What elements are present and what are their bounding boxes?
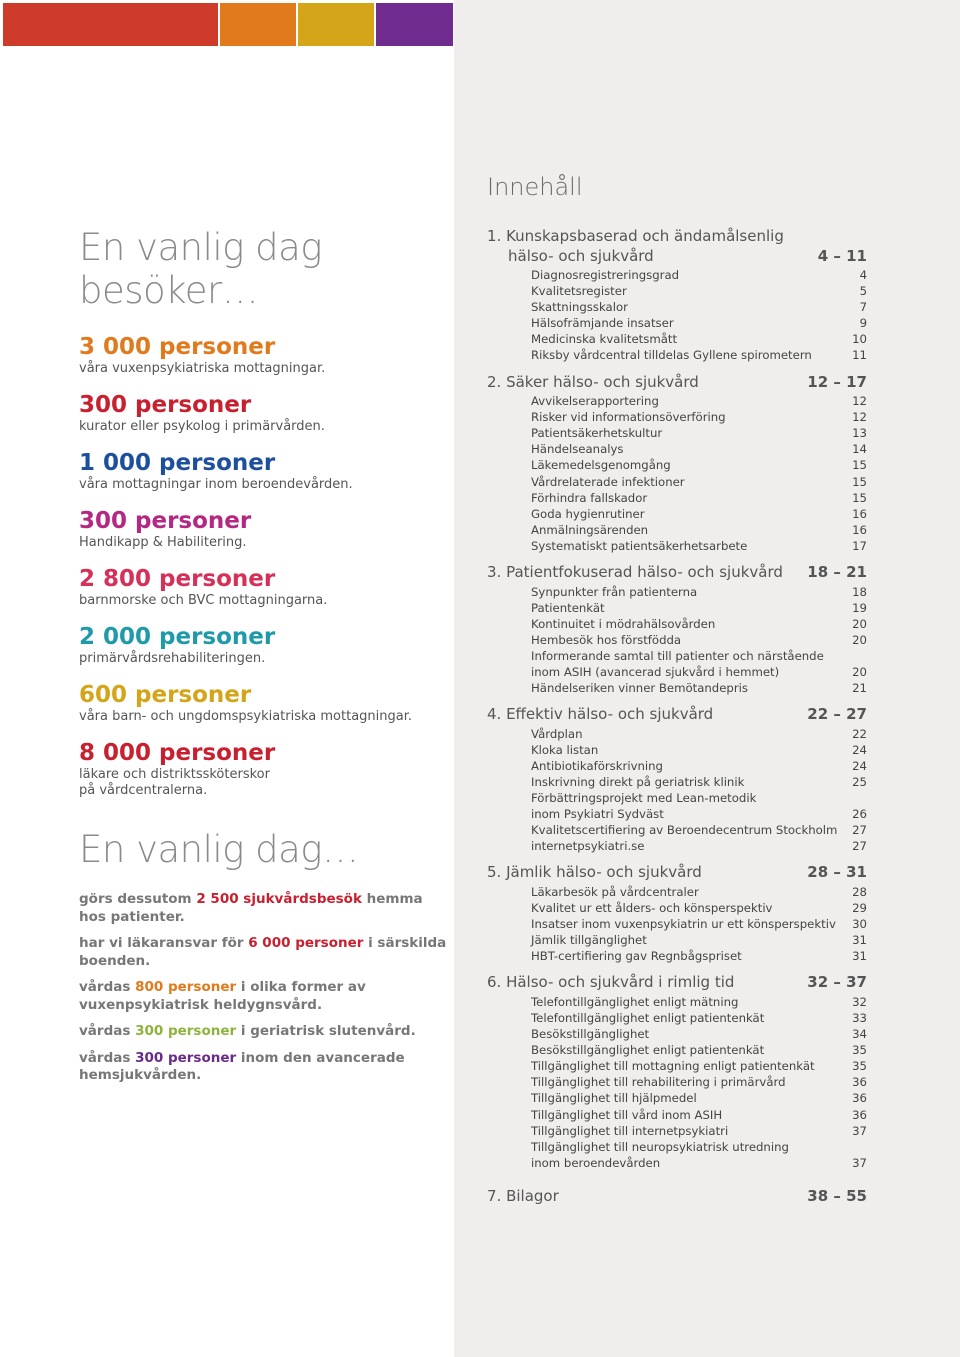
stat-number: 600 personer xyxy=(79,682,252,708)
toc-item-title: Förhindra fallskador xyxy=(531,490,648,505)
toc-item-page: 20 xyxy=(852,664,867,679)
toc-title: Innehåll xyxy=(487,173,583,201)
toc-item xyxy=(531,1026,867,1042)
toc-item-title: Avvikelserapportering xyxy=(531,394,659,409)
toc-item-page: 21 xyxy=(852,681,867,696)
toc-item-page: 32 xyxy=(852,994,867,1009)
toc-item xyxy=(531,648,867,664)
toc-item-title: Skattningsskalor xyxy=(531,300,628,315)
toc-section-pages: 38 – 55 xyxy=(807,1186,867,1205)
toc-item-page: 24 xyxy=(852,742,867,757)
toc-item-title: Synpunkter från patienterna xyxy=(531,584,698,599)
toc-item-page: 37 xyxy=(852,1123,867,1138)
toc-section-pages: 4 – 11 xyxy=(817,246,867,265)
stat-description: primärvårdsrehabiliteringen. xyxy=(79,651,266,666)
daily-item xyxy=(79,1050,449,1085)
toc-item xyxy=(531,916,867,932)
daily-title: En vanlig dag… xyxy=(79,828,359,871)
toc-item xyxy=(531,774,867,790)
toc-item-page: 5 xyxy=(859,284,867,299)
toc-item-title: Kvalitetscertifiering av Beroendecentrum Stockholm xyxy=(531,823,838,838)
toc-item-page: 22 xyxy=(852,726,867,741)
daily-item-text: vårdas xyxy=(79,1049,136,1066)
toc-item-title: Hembesök hos förstfödda xyxy=(531,632,682,647)
toc-item-title: Insatser inom vuxenpsykiatrin ur ett könsperspektiv xyxy=(531,917,836,932)
toc-item-title: Besökstillgänglighet enligt patientenkät xyxy=(531,1043,765,1058)
toc-item xyxy=(531,490,867,506)
daily-item xyxy=(79,935,449,970)
toc-item xyxy=(531,932,867,948)
stat-description: barnmorske och BVC mottagningarna. xyxy=(79,593,328,608)
toc-section xyxy=(487,227,867,364)
toc-item xyxy=(531,806,867,822)
stat-description: läkare och distriktssköterskor xyxy=(79,767,270,782)
toc-section-pages: 28 – 31 xyxy=(807,863,867,882)
toc-item xyxy=(531,1123,867,1139)
toc-item xyxy=(531,425,867,441)
daily-item-text: i olika former av vuxenpsykiatrisk heldygnsvård. xyxy=(79,979,366,1013)
toc-item-title: Inskrivning direkt på geriatrisk klinik xyxy=(531,774,745,789)
toc-item-page: 19 xyxy=(852,600,867,615)
toc-item xyxy=(531,457,867,473)
toc-section-pages: 12 – 17 xyxy=(807,372,867,391)
daily-item xyxy=(79,891,449,926)
stat-item xyxy=(79,682,449,740)
toc-item-list xyxy=(487,994,867,1171)
toc-section xyxy=(487,863,867,964)
toc-item-page: 31 xyxy=(852,933,867,948)
toc-item xyxy=(531,1107,867,1123)
stat-number: 1 000 personer xyxy=(79,450,276,476)
stat-number: 2 800 personer xyxy=(79,566,276,592)
toc-item-title: Tillgänglighet till mottagning enligt patientenkät xyxy=(531,1059,815,1074)
toc-item-title: Medicinska kvalitetsmått xyxy=(531,332,678,347)
toc-item-title: Telefontillgänglighet enligt patientenkät xyxy=(531,1010,765,1025)
toc-item-page: 9 xyxy=(859,316,867,331)
stat-item xyxy=(79,740,449,828)
toc-item-page: 17 xyxy=(852,538,867,553)
left-column xyxy=(79,226,449,1094)
toc-item-title: Läkemedelsgenomgång xyxy=(531,458,671,473)
toc-item xyxy=(531,1042,867,1058)
toc-item-title: Besökstillgänglighet xyxy=(531,1027,650,1042)
daily-item-highlight: 800 personer xyxy=(135,979,237,995)
toc-item-page: 31 xyxy=(852,949,867,964)
stat-number: 3 000 personer xyxy=(79,334,276,360)
toc-section-pages: 22 – 27 xyxy=(807,705,867,724)
table-of-contents xyxy=(487,172,867,1206)
toc-item-title: Tillgänglighet till neuropsykiatrisk utredning xyxy=(531,1139,789,1154)
toc-item xyxy=(531,584,867,600)
toc-item xyxy=(531,616,867,632)
daily-item-text: hemma hos patienter. xyxy=(79,891,423,925)
toc-section-heading xyxy=(487,227,867,247)
daily-item-highlight: 2 500 sjukvårdsbesök xyxy=(196,891,362,907)
toc-item xyxy=(531,299,867,315)
toc-item-page: 15 xyxy=(852,458,867,473)
daily-item-text: har vi läkaransvar för xyxy=(79,935,249,951)
toc-section-title: 6. Hälso- och sjukvård i rimlig tid xyxy=(487,973,735,992)
toc-item xyxy=(531,680,867,696)
toc-item xyxy=(531,948,867,964)
toc-section-heading xyxy=(487,973,867,993)
toc-item-title: Kvalitetsregister xyxy=(531,284,627,299)
toc-item-page: 18 xyxy=(852,584,867,599)
stat-number: 300 personer xyxy=(79,508,252,534)
toc-item-title: Kloka listan xyxy=(531,742,599,757)
toc-section xyxy=(487,563,867,696)
toc-item xyxy=(531,838,867,854)
toc-item xyxy=(531,790,867,806)
color-bar-red xyxy=(3,3,218,46)
toc-item-title: HBT-certifiering gav Regnbågspriset xyxy=(531,949,742,964)
visitors-title xyxy=(79,226,449,312)
toc-section-heading xyxy=(487,563,867,583)
toc-item-page: 16 xyxy=(852,506,867,521)
toc-item-page: 25 xyxy=(852,774,867,789)
toc-section-title: hälso- och sjukvård xyxy=(508,246,654,265)
toc-item-title: Händelseanalys xyxy=(531,442,624,457)
toc-item-page: 7 xyxy=(859,300,867,315)
color-bar-orange xyxy=(220,3,296,46)
toc-item-page: 35 xyxy=(852,1043,867,1058)
toc-item-page: 30 xyxy=(852,917,867,932)
toc-item-page: 10 xyxy=(852,332,867,347)
toc-item xyxy=(531,1155,867,1171)
toc-section xyxy=(487,373,867,554)
toc-item-page: 36 xyxy=(852,1107,867,1122)
toc-item-page: 15 xyxy=(852,474,867,489)
toc-item xyxy=(531,726,867,742)
toc-item-title: inom Psykiatri Sydväst xyxy=(531,807,664,822)
toc-item-title: Tillgänglighet till rehabilitering i primärvård xyxy=(531,1075,786,1090)
toc-item-page: 12 xyxy=(852,410,867,425)
daily-item xyxy=(79,979,449,1014)
toc-item-list xyxy=(487,584,867,697)
toc-item-page: 14 xyxy=(852,442,867,457)
toc-item xyxy=(531,393,867,409)
toc-item-title: Hälsofrämjande insatser xyxy=(531,316,674,331)
toc-item-title: Riksby vårdcentral tilldelas Gyllene spirometern xyxy=(531,348,812,363)
toc-item-title: Jämlik tillgänglighet xyxy=(531,933,647,948)
toc-item xyxy=(531,664,867,680)
toc-item xyxy=(531,994,867,1010)
toc-item xyxy=(531,347,867,363)
stat-description: kurator eller psykolog i primärvården. xyxy=(79,419,325,434)
toc-item-page: 24 xyxy=(852,758,867,773)
toc-item xyxy=(531,1090,867,1106)
toc-item-title: Läkarbesök på vårdcentraler xyxy=(531,884,699,899)
toc-item xyxy=(531,267,867,283)
visitors-title-line2: besöker… xyxy=(79,269,259,312)
toc-item-page: 11 xyxy=(852,348,867,363)
toc-item xyxy=(531,900,867,916)
toc-item-title: Vårdrelaterade infektioner xyxy=(531,474,685,489)
toc-item xyxy=(531,522,867,538)
color-bar xyxy=(3,3,455,46)
daily-item-text: görs dessutom xyxy=(79,891,197,907)
toc-item-title: Kvalitet ur ett ålders- och könsperspektiv xyxy=(531,901,773,915)
toc-item-page: 36 xyxy=(852,1075,867,1090)
toc-item xyxy=(531,884,867,900)
toc-item xyxy=(531,742,867,758)
toc-item-page: 36 xyxy=(852,1091,867,1106)
daily-item-text: i geriatrisk slutenvård. xyxy=(236,1023,416,1039)
toc-section-title: 4. Effektiv hälso- och sjukvård xyxy=(487,705,714,724)
toc-item-page: 16 xyxy=(852,522,867,537)
toc-item-page: 27 xyxy=(852,823,867,838)
toc-item-title: Goda hygienrutiner xyxy=(531,506,645,521)
toc-item xyxy=(531,758,867,774)
toc-item-title: Systematiskt patientsäkerhetsarbete xyxy=(531,538,748,553)
daily-item-highlight: 6 000 personer xyxy=(248,935,364,951)
toc-section-title: 5. Jämlik hälso- och sjukvård xyxy=(487,863,702,882)
toc-item xyxy=(531,441,867,457)
stat-item xyxy=(79,566,449,624)
stat-number: 8 000 personer xyxy=(79,740,276,766)
stat-description: våra barn- och ungdomspsykiatriska mottagningar. xyxy=(79,709,413,724)
stat-number: 300 personer xyxy=(79,392,252,418)
toc-item xyxy=(531,474,867,490)
color-bar-purple xyxy=(376,3,453,46)
toc-item xyxy=(531,409,867,425)
toc-section-title: 2. Säker hälso- och sjukvård xyxy=(487,372,699,391)
toc-item-page: 29 xyxy=(852,901,867,915)
visitors-title-line1: En vanlig dag xyxy=(79,226,322,269)
toc-item-title: Förbättringsprojekt med Lean-metodik xyxy=(531,791,757,806)
toc-item-title: Kontinuitet i mödrahälsovården xyxy=(531,616,716,631)
daily-item-highlight: 300 personer xyxy=(135,1049,237,1066)
toc-section-pages: 18 – 21 xyxy=(807,563,867,581)
toc-item xyxy=(531,1139,867,1155)
stat-item xyxy=(79,392,449,450)
toc-item xyxy=(531,600,867,616)
toc-item-list xyxy=(487,267,867,364)
toc-item-page: 15 xyxy=(852,490,867,505)
toc-item-title: Diagnosregistreringsgrad xyxy=(531,268,680,282)
toc-section xyxy=(487,1187,867,1207)
daily-item xyxy=(79,1023,449,1041)
toc-item-page: 35 xyxy=(852,1059,867,1074)
toc-item-title: Informerande samtal till patienter och närstående xyxy=(531,648,824,663)
stat-description: våra vuxenpsykiatriska mottagningar. xyxy=(79,361,326,376)
daily-item-text: vårdas xyxy=(79,1023,136,1039)
toc-item-page: 20 xyxy=(852,632,867,647)
stat-item xyxy=(79,624,449,682)
toc-item-title: Telefontillgänglighet enligt mätning xyxy=(531,994,739,1009)
toc-item-list xyxy=(487,393,867,554)
toc-item-title: Antibiotikaförskrivning xyxy=(531,758,663,773)
daily-item-text: inom den avancerade hemsjukvården. xyxy=(79,1049,405,1083)
toc-item-list xyxy=(487,726,867,855)
toc-item xyxy=(531,822,867,838)
toc-item-page: 37 xyxy=(852,1155,867,1170)
toc-item-page: 28 xyxy=(852,884,867,899)
toc-item xyxy=(531,331,867,347)
daily-item-text: i särskilda boenden. xyxy=(79,935,447,969)
toc-section-heading xyxy=(487,373,867,393)
toc-item xyxy=(531,1074,867,1090)
stat-description: Handikapp & Habilitering. xyxy=(79,535,247,550)
stat-item xyxy=(79,450,449,508)
toc-item-page: 27 xyxy=(852,839,867,854)
toc-item-title: Vårdplan xyxy=(531,726,583,741)
toc-item-page: 13 xyxy=(852,426,867,441)
toc-section-heading xyxy=(487,863,867,883)
toc-item xyxy=(531,1058,867,1074)
toc-section-pages: 32 – 37 xyxy=(807,973,867,992)
toc-item-page: 20 xyxy=(852,616,867,631)
toc-item-page xyxy=(851,648,867,664)
toc-item xyxy=(531,1010,867,1026)
toc-item-title: Patientsäkerhetskultur xyxy=(531,426,663,441)
toc-section-title: 7. Bilagor xyxy=(487,1186,559,1205)
toc-item xyxy=(531,632,867,648)
toc-item xyxy=(531,538,867,554)
toc-item-page: 4 xyxy=(859,268,867,282)
toc-item xyxy=(531,315,867,331)
toc-item-page: 33 xyxy=(852,1010,867,1025)
toc-item-title: Patientenkät xyxy=(531,600,605,615)
toc-item-title: Händelseriken vinner Bemötandepris xyxy=(531,681,748,696)
toc-section xyxy=(487,705,867,854)
toc-item xyxy=(531,506,867,522)
toc-item-page: 26 xyxy=(852,807,867,822)
toc-item-title: internetpsykiatri.se xyxy=(531,839,645,854)
stat-description: våra mottagningar inom beroendevården. xyxy=(79,477,353,492)
toc-section-title: 3. Patientfokuserad hälso- och sjukvård xyxy=(487,563,783,581)
toc-item-page: 12 xyxy=(852,394,867,409)
toc-item-title: Tillgänglighet till hjälpmedel xyxy=(531,1091,697,1106)
toc-item xyxy=(531,283,867,299)
stat-item xyxy=(79,508,449,566)
toc-item-title: Tillgänglighet till internetpsykiatri xyxy=(531,1123,729,1138)
toc-item-title: Risker vid informationsöverföring xyxy=(531,410,726,425)
color-bar-gold xyxy=(298,3,374,46)
daily-item-highlight: 300 personer xyxy=(135,1023,237,1039)
toc-item-page: 34 xyxy=(852,1027,867,1042)
daily-item-text: vårdas xyxy=(79,979,136,995)
toc-item-title: Tillgänglighet till vård inom ASIH xyxy=(531,1107,723,1122)
toc-item-page xyxy=(851,790,867,806)
toc-section-heading xyxy=(487,1187,867,1207)
toc-section xyxy=(487,973,867,1171)
toc-item-list xyxy=(487,884,867,964)
stat-number: 2 000 personer xyxy=(79,624,276,650)
toc-item-title: Anmälningsärenden xyxy=(531,522,649,537)
toc-section-heading xyxy=(487,705,867,725)
toc-section-title: 1. Kunskapsbaserad och ändamålsenlig xyxy=(487,227,784,245)
toc-section-heading xyxy=(487,247,867,267)
stat-description: på vårdcentralerna. xyxy=(79,783,208,798)
toc-item-page xyxy=(851,1139,867,1155)
toc-item-title: inom ASIH (avancerad sjukvård i hemmet) xyxy=(531,664,780,679)
toc-item-title: inom beroendevården xyxy=(531,1155,661,1170)
stat-item xyxy=(79,334,449,392)
